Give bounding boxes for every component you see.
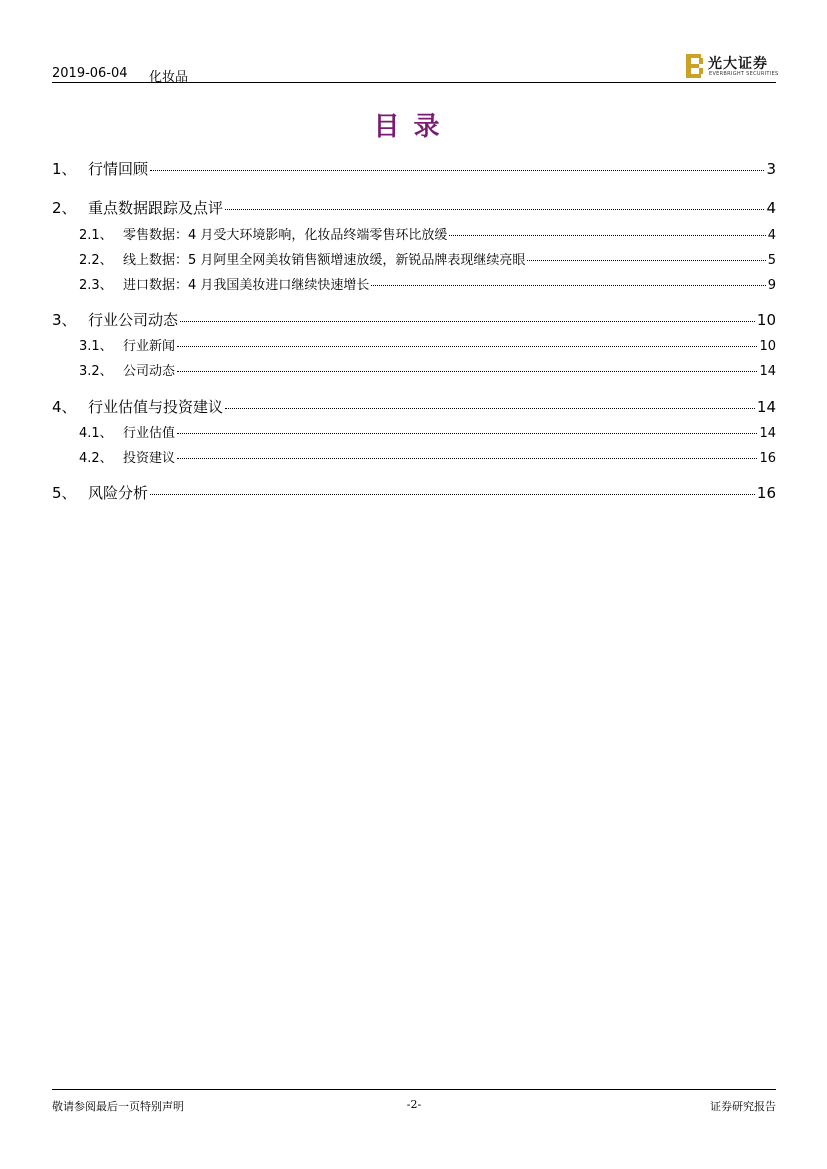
logo-mark-icon	[686, 54, 704, 78]
toc-entry-label[interactable]: 风险分析	[88, 484, 149, 502]
toc-entry-label[interactable]: 行业估值	[123, 426, 176, 441]
toc-entry-label[interactable]: 行业公司动态	[88, 311, 179, 329]
toc-entry-label[interactable]: 重点数据跟踪及点评	[88, 199, 224, 217]
toc-entry-label[interactable]: 进口数据：4 月我国美妆进口继续快速增长	[123, 278, 370, 293]
page-header	[52, 54, 779, 85]
toc-leader-dots	[177, 371, 757, 372]
toc-entry-page[interactable]: 16	[756, 484, 776, 502]
toc-entry[interactable]	[79, 422, 776, 441]
toc-entry-page[interactable]: 14	[759, 426, 776, 441]
toc-leader-dots	[371, 285, 765, 286]
toc-entry[interactable]	[79, 447, 776, 466]
toc-leader-dots	[177, 458, 757, 459]
toc-entry[interactable]	[52, 158, 776, 179]
footer-divider	[52, 1089, 776, 1090]
logo-text-cn: 光大证券	[708, 56, 768, 72]
everbright-logo	[686, 54, 779, 80]
toc-entry-page[interactable]: 10	[756, 311, 776, 329]
toc-leader-dots	[177, 346, 757, 347]
toc-entry-number: 2.1、	[79, 228, 113, 243]
toc-entry-page[interactable]: 14	[756, 398, 776, 416]
toc-entry-number: 2.2、	[79, 253, 113, 268]
toc-entry-label[interactable]: 线上数据：5 月阿里全网美妆销售额增速放缓，新锐品牌表现继续亮眼	[123, 253, 526, 268]
toc-leader-dots	[225, 408, 755, 409]
toc-entry[interactable]	[79, 360, 776, 379]
toc-entry-number: 4.1、	[79, 426, 113, 441]
toc-entry-number: 2.3、	[79, 278, 113, 293]
toc-entry-number: 4.2、	[79, 451, 113, 466]
toc-entry[interactable]	[52, 309, 776, 330]
toc-entry-page[interactable]: 4	[767, 228, 776, 243]
toc-entry-number: 3.2、	[79, 364, 113, 379]
toc-leader-dots	[449, 235, 765, 236]
page-number: -2-	[406, 1098, 422, 1111]
toc-entry-label[interactable]: 公司动态	[123, 364, 176, 379]
toc-entry-number: 1、	[52, 160, 77, 178]
toc-entry-page[interactable]: 10	[759, 339, 776, 354]
report-category: 化妆品	[149, 70, 189, 85]
toc-entry-label[interactable]: 行业新闻	[123, 339, 176, 354]
report-type: 证券研究报告	[710, 1100, 776, 1113]
toc-entry-page[interactable]: 5	[767, 253, 776, 268]
toc-entry-page[interactable]: 3	[766, 160, 776, 178]
toc-entry-number: 3.1、	[79, 339, 113, 354]
toc-entry-number: 4、	[52, 398, 77, 416]
toc-title: 目录	[373, 112, 454, 142]
toc-entry-page[interactable]: 4	[766, 199, 776, 217]
report-date: 2019-06-04	[52, 66, 128, 81]
toc-entry-label[interactable]: 投资建议	[123, 451, 176, 466]
toc-entry[interactable]	[52, 482, 776, 503]
page-footer	[52, 1089, 776, 1119]
toc-entry-label[interactable]: 行情回顾	[88, 160, 149, 178]
toc-entry[interactable]	[52, 396, 776, 417]
toc-entry[interactable]	[79, 249, 776, 268]
toc-entry-page[interactable]: 16	[759, 451, 776, 466]
logo-text-en: EVERBRIGHT SECURITIES	[709, 71, 779, 77]
toc-leader-dots	[225, 209, 764, 210]
toc-entry-number: 3、	[52, 311, 77, 329]
toc-entry[interactable]	[79, 335, 776, 354]
toc-entry-number: 5、	[52, 484, 77, 502]
toc-leader-dots	[180, 321, 755, 322]
toc-entry[interactable]	[79, 224, 776, 243]
toc-entry-page[interactable]: 9	[767, 278, 776, 293]
toc-leader-dots	[177, 433, 757, 434]
toc-leader-dots	[150, 494, 755, 495]
toc-leader-dots	[150, 170, 764, 171]
toc-entry[interactable]	[52, 197, 776, 218]
header-divider	[52, 82, 776, 83]
toc-leader-dots	[527, 260, 765, 261]
toc-entry-number: 2、	[52, 199, 77, 217]
toc-entry[interactable]	[79, 274, 776, 293]
footer-disclaimer: 敬请参阅最后一页特别声明	[52, 1100, 184, 1113]
toc-entry-label[interactable]: 零售数据：4 月受大环境影响，化妆品终端零售环比放缓	[123, 228, 448, 243]
toc-entry-page[interactable]: 14	[759, 364, 776, 379]
toc-entry-label[interactable]: 行业估值与投资建议	[88, 398, 224, 416]
